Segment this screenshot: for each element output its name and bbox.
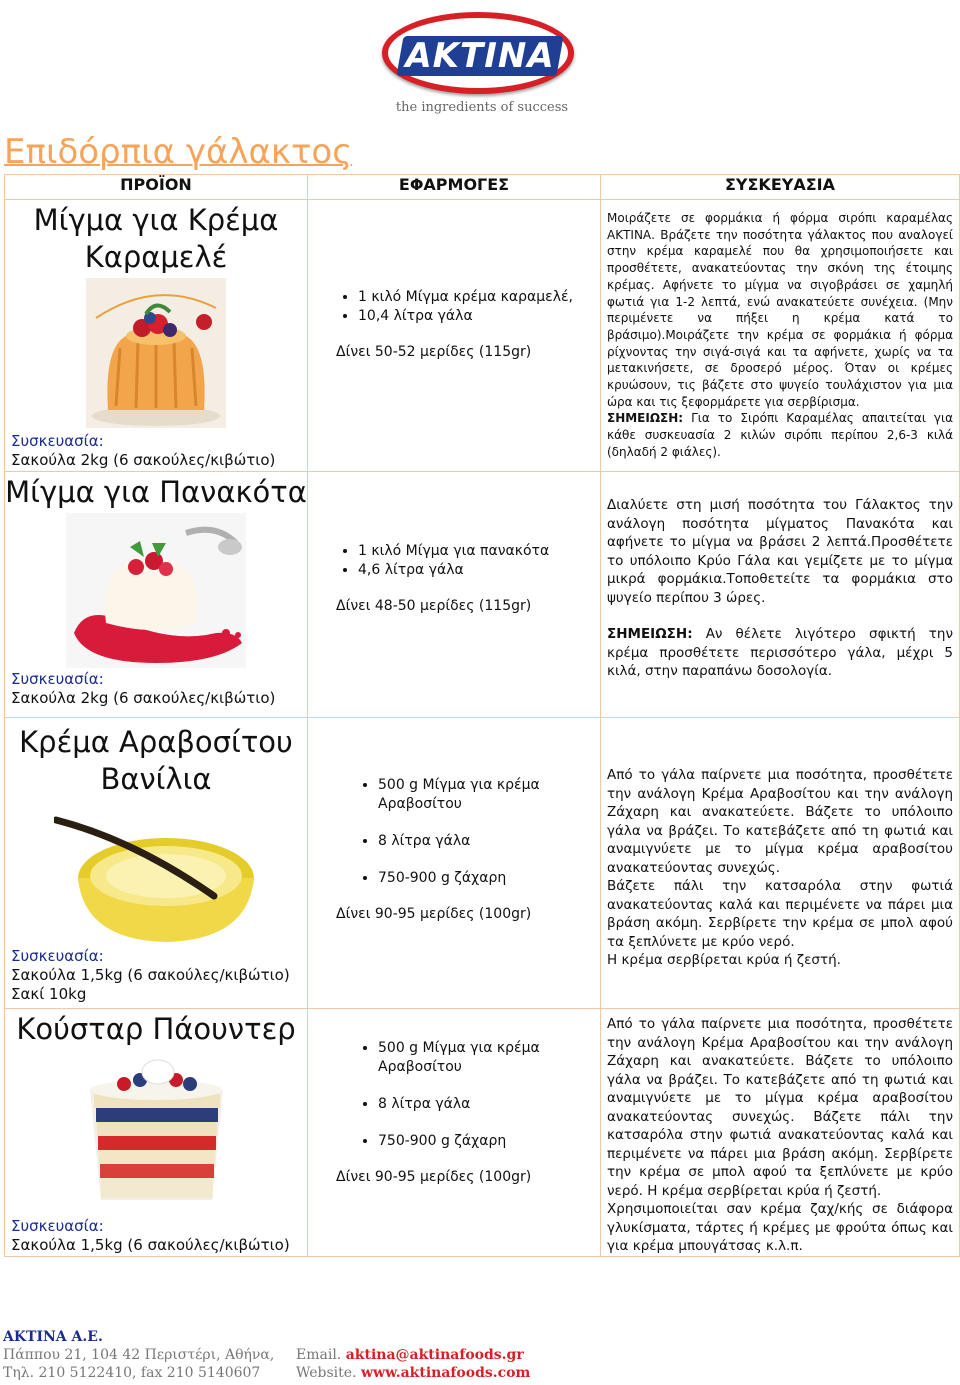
creme-caramel-image <box>86 278 226 428</box>
product-name <box>5 474 307 511</box>
note-label: ΣΗΜΕΙΩΣΗ: <box>607 626 693 642</box>
product-cell <box>5 200 308 472</box>
products-table <box>4 174 960 1257</box>
list-item: • 750-900 g ζάχαρη <box>378 869 600 888</box>
applications-cell <box>308 718 601 1009</box>
list-item: • 8 λίτρα γάλα <box>378 1095 600 1114</box>
list-item: • 500 g Μίγμα για κρέμα Αραβοσίτου <box>378 776 600 814</box>
table-row <box>5 472 960 718</box>
footer-phone: Τηλ. 210 5122410, fax 210 5140607 <box>3 1365 261 1381</box>
instructions-cell <box>601 472 960 718</box>
table-row <box>5 1009 960 1257</box>
packaging-label: Συσκευασία: <box>11 670 104 688</box>
applications-cell <box>308 472 601 718</box>
yield-text: Δίνει 90-95 μερίδες (100gr) <box>336 1169 532 1185</box>
list-item: • 8 λίτρα γάλα <box>378 832 600 851</box>
footer-address: Πάππου 21, 104 42 Περιστέρι, Αθήνα, <box>3 1347 275 1363</box>
instructions-cell <box>601 1009 960 1257</box>
list-item: • 10,4 λίτρα γάλα <box>358 307 600 326</box>
product-name <box>5 724 307 798</box>
list-item: • 4,6 λίτρα γάλα <box>358 561 600 580</box>
packaging-label: Συσκευασία: <box>11 1217 104 1235</box>
list-item: • 750-900 g ζάχαρη <box>378 1132 600 1151</box>
product-name-line: Καραμελέ <box>84 240 228 274</box>
list-item: • 1 κιλό Μίγμα κρέμα καραμελέ, <box>358 288 600 307</box>
packaging-line: Σακούλα 1,5kg (6 σακούλες/κιβώτιο) <box>11 966 290 984</box>
product-name-line: Μίγμα για Κρέμα <box>33 203 279 237</box>
page-title: Επιδόρπια γάλακτος <box>4 132 353 172</box>
footer-email-label: Email. <box>296 1347 342 1363</box>
packaging-line: Σακούλα 2kg (6 σακούλες/κιβώτιο) <box>11 451 276 469</box>
ingredients-list <box>308 288 600 326</box>
note-label: ΣΗΜΕΙΩΣΗ: <box>607 411 684 426</box>
packaging-label: Συσκευασία: <box>11 947 104 965</box>
applications-cell <box>308 1009 601 1257</box>
product-name-line: Βανίλια <box>100 762 212 796</box>
product-name-line: Κρέμα Αραβοσίτου <box>19 725 293 759</box>
yield-text: Δίνει 50-52 μερίδες (115gr) <box>336 344 532 360</box>
packaging-label: Συσκευασία: <box>11 432 104 450</box>
instructions-text <box>601 210 959 461</box>
packaging-info <box>5 947 307 1004</box>
applications-cell <box>308 200 601 472</box>
packaging-line: Σακούλα 2kg (6 σακούλες/κιβώτιο) <box>11 689 276 707</box>
ingredients-list <box>308 1039 600 1151</box>
ingredients-list <box>308 776 600 888</box>
instructions-text: Από το γάλα παίρνετε μια ποσότητα, προσθέτετε την ανάλογη Κρέμα Αραβοσίτου και την ανάλογη Ζάχαρη και ανακατεύετε. Βάζετε το υπόλοιπο γάλα να βράζει. Το κατεβάζετε από τη φωτιά και αναμιγνύετε με το μίγμα κρέμα αραβοσίτου ανακατεύοντας συνεχώς. Βάζετε πάλι την κατσαρόλα στην φωτιά ανακατεύοντας καλά και περιμένετε να πάρει μια βράση ακόμη. Σερβίρετε την κρέμα σε μπολ αφού τα ξεπλύνετε με κρύο νερό. Η κρέμα σερβίρεται κρύα ή ζεστή. <box>607 1016 953 1199</box>
packaging-info <box>5 670 307 708</box>
footer-website-link[interactable]: www.aktinafoods.com <box>360 1365 531 1381</box>
footer-company: AKTINA A.E. <box>3 1329 103 1345</box>
product-cell <box>5 472 308 718</box>
panna-cotta-image <box>66 513 246 668</box>
table-row <box>5 718 960 1009</box>
footer-website-label: Website. <box>296 1365 357 1381</box>
product-cell <box>5 718 308 1009</box>
product-name <box>5 202 307 276</box>
table-header-row <box>5 175 960 200</box>
packaging-line: Σακί 10kg <box>11 985 87 1003</box>
instructions-text-2: Χρησιμοποιείται σαν κρέμα ζαχ/κής σε διάφορα γλυκίσματα, τάρτες ή κρέμες με φρούτα όπως και για κρέμα μπουγάτσας κ.λ.π. <box>607 1201 953 1254</box>
note-block <box>601 625 959 681</box>
packaging-line: Σακούλα 1,5kg (6 σακούλες/κιβώτιο) <box>11 1236 290 1254</box>
header-packaging: ΣΥΣΚΕΥΑΣΙΑ <box>601 175 960 200</box>
aktina-logo <box>378 8 583 123</box>
instructions-text-2: Βάζετε πάλι την κατσαρόλα στην φωτιά ανακατεύοντας καλά και περιμένετε να πάρει μια βράση ακόμη. Σερβίρετε την κρέμα σε μπολ αφού τα ξεπλύνετε με κρύο νερό. <box>607 878 953 950</box>
product-name <box>5 1011 307 1048</box>
header-product: ΠΡΟΪΟΝ <box>5 175 308 200</box>
table-row <box>5 200 960 472</box>
instructions-body: Μοιράζετε σε φορμάκια ή φόρμα σιρόπι καραμέλας ΑΚΤΙΝΑ. Βράζετε την ποσότητα γάλακτος που αναλογεί στην κρέμα καραμελέ που θα χρησιμοποιήσετε και προσθέτετε, ανακατεύοντας την σκόνη της έτοιμης κρέμας. Αφήνετε το μίγμα να σιγοβράσει σε χαμηλή φωτιά για 1-2 λεπτά, ενώ ανακατεύετε συνέχεια. (Μην περιμένετε να πήξει η κρέμα κατά το βράσιμο).Μοιράζετε την κρέμα σε φορμάκια ή φόρμα ρίχνοντας την σιγά-σιγά και τα αφήνετε, χωρίς να τα μετακινήσετε, σε δροσερό μέρος. Όταν οι κρέμες κρυώσουν, τις βάζετε στο ψυγείο τουλάχιστον για μια ώρα και τις ξεφορμάρετε για σερβίρισμα. <box>607 211 953 409</box>
logo-tagline: the ingredients of success <box>395 100 569 115</box>
instructions-cell <box>601 200 960 472</box>
product-cell <box>5 1009 308 1257</box>
product-name-line: Κούσταρ Πάουντερ <box>16 1012 296 1046</box>
packaging-info <box>5 1217 307 1255</box>
list-item: • 1 κιλό Μίγμα για πανακότα <box>358 542 600 561</box>
vanilla-cream-image <box>54 800 259 945</box>
note-text: Αν θέλετε λιγότερο σφικτή την κρέμα προσθέτετε περισσότερο γάλα, μέχρι 5 κιλά, στην παραπάνω δοσολογία. <box>607 626 953 679</box>
ingredients-list <box>308 542 600 580</box>
trifle-image <box>84 1050 229 1215</box>
yield-text: Δίνει 90-95 μερίδες (100gr) <box>336 906 532 922</box>
instructions-text: Διαλύετε στη μισή ποσότητα του Γάλακτος την ανάλογη ποσότητα μίγματος Πανακότα και αφήνετε το μίγμα να βράσει 2 λεπτά.Προσθέτετε το υπόλοιπο Κρύο Γάλα και γεμίζετε με το μίγμα μικρά φορμάκια.Τοποθετείτε τα φορμάκια στο ψυγείο περίπου 3 ώρες. <box>607 497 953 606</box>
footer-online <box>296 1346 530 1382</box>
note-text: Για το Σιρόπι Καραμέλας απαιτείται για κάθε συσκευασία 2 κιλών σιρόπι περίπου 2,6-3 κιλά (δηλαδή 2 φιάλες). <box>607 411 953 459</box>
instructions-cell <box>601 718 960 1009</box>
logo-brand-text: AKTINA <box>405 36 555 76</box>
yield-text: Δίνει 48-50 μερίδες (115gr) <box>336 598 532 614</box>
footer-contact <box>3 1328 274 1382</box>
product-name-line: Μίγμα για Πανακότα <box>5 475 307 509</box>
packaging-info <box>5 432 307 470</box>
instructions-text: Από το γάλα παίρνετε μια ποσότητα, προσθέτετε την ανάλογη Κρέμα Αραβοσίτου και την ανάλογη Ζάχαρη και ανακατεύετε. Βάζετε το υπόλοιπο γάλα να βράζει. Το κατεβάζετε από τη φωτιά και αναμιγνύετε με το μίγμα κρέμα αραβοσίτου ανακατεύοντας συνεχώς. <box>607 767 953 876</box>
instructions-text-3: Η κρέμα σερβίρεται κρύα ή ζεστή. <box>607 952 841 968</box>
footer-email-link[interactable]: aktina@aktinafoods.gr <box>345 1347 524 1363</box>
header-applications: ΕΦΑΡΜΟΓΕΣ <box>308 175 601 200</box>
list-item: • 500 g Μίγμα για κρέμα Αραβοσίτου <box>378 1039 600 1077</box>
